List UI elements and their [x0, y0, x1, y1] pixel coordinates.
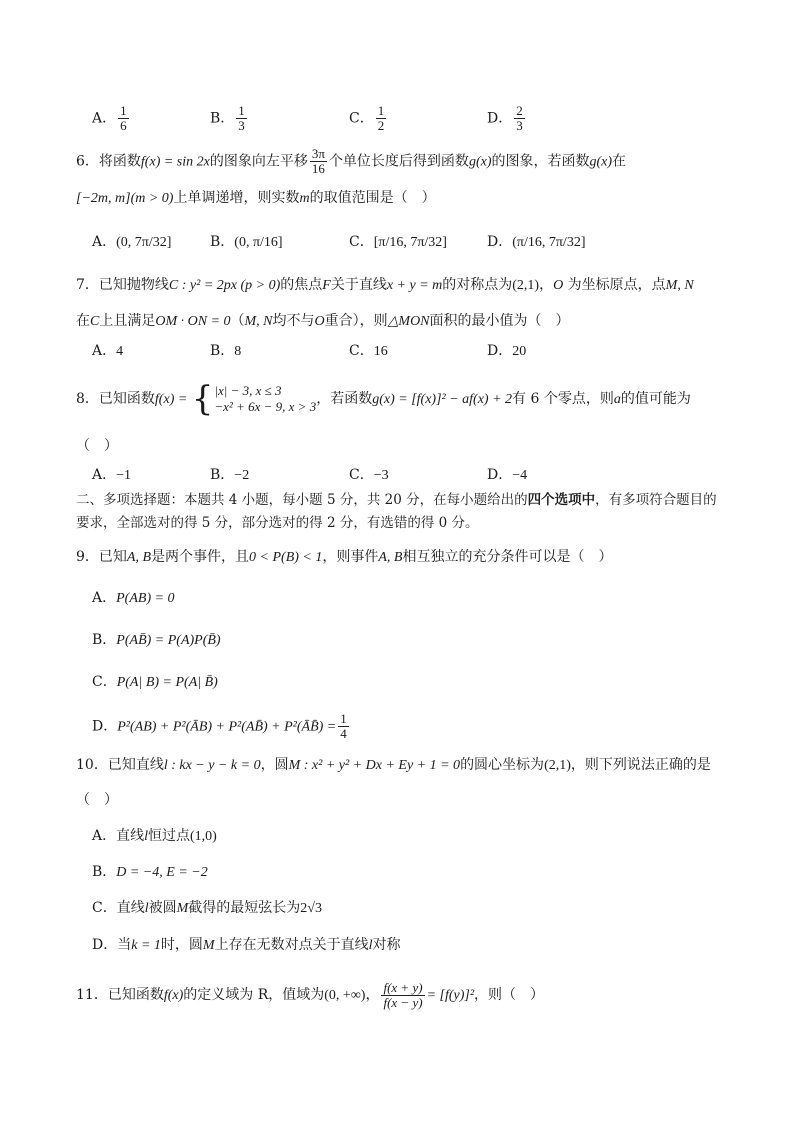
piecewise-function: { |x| − 3, x ≤ 3 −x² + 6x − 9, x > 3	[191, 379, 317, 419]
q10-option-a: A．直线l恒过点(1,0)	[92, 828, 217, 844]
q5-option-d: D． $\frac{2}{3}$	[487, 103, 523, 133]
section2-instructions-line1: 二、多项选择题：本题共 4 小题，每小题 5 分，共 20 分，在每小题给出的四个选项中，有多项符合题目的	[76, 492, 717, 508]
q10-option-d: D．当k = 1时，圆M上存在无数对点关于直线l对称	[92, 937, 401, 953]
q10-answer-paren: （ ）	[76, 792, 118, 808]
q10-stem-line1: 10．已知直线l : kx − y − k = 0，圆M : x² + y² + Dx + Ey + 1 = 0的圆心坐标为(2,1)，则下列说法正确的是	[76, 757, 711, 773]
q9-option-c: C．P(A| B) = P(A| B̄)	[92, 674, 218, 690]
q6-option-b: B．(0, π/16]	[210, 234, 283, 250]
q5-option-b: B． $\frac{1}{3}$	[210, 103, 245, 133]
q11-stem: 11．已知函数f(x)的定义域为 R，值域为(0, +∞)， $\frac{f(x + y)}{f(x - y)}$ = [f(y)]²，则（ ）	[76, 979, 545, 1010]
q5-option-a: A． $\frac{1}{6}$	[92, 103, 127, 133]
q9-stem: 9．已知A, B是两个事件，且0 < P(B) < 1，则事件A, B相互独立的充分条件可以是（ ）	[76, 549, 613, 565]
q8-option-c: C．−3	[349, 467, 389, 483]
q9-option-a: A．P(AB) = 0	[92, 590, 175, 606]
q8-stem-line1: 8．已知函数f(x) = { |x| − 3, x ≤ 3 −x² + 6x − 9, x > 3 ，若函数g(x) = [f(x)]² − af(x) + 2有 6 个零点，则a的值可能为	[76, 379, 691, 419]
q6-option-a: A．(0, 7π/32]	[92, 234, 172, 250]
q8-option-d: D．−4	[487, 467, 528, 483]
q7-option-a: A．4	[92, 343, 124, 359]
q10-option-c: C．直线l被圆M截得的最短弦长为2√3	[92, 900, 322, 916]
q7-stem-line1: 7．已知抛物线C : y² = 2px (p > 0)的焦点F关于直线x + y = m的对称点为(2,1)，O 为坐标原点，点M, N	[76, 277, 694, 293]
q6-stem-line2: [−2m, m](m > 0)上单调递增，则实数m的取值范围是（ ）	[76, 190, 436, 206]
q6-option-d: D．(π/16, 7π/32]	[487, 234, 586, 250]
q6-stem-line1: 6．将函数f(x) = sin 2x的图象向左平移 $\frac{3\pi}{16}$ 个单位长度后得到函数g(x)的图象，若函数g(x)在	[76, 146, 627, 176]
q8-option-a: A．−1	[92, 467, 132, 483]
q9-option-b: B．P(AB̄) = P(A)P(B̄)	[92, 632, 221, 648]
q7-stem-line2: 在C上且满足OM · ON = 0（M, N均不与O重合），则△MON面积的最小值为（ ）	[76, 313, 570, 329]
q5-option-c: C． $\frac{1}{2}$	[349, 103, 385, 133]
section2-instructions-line2: 要求，全部选对的得 5 分，部分选对的得 2 分，有选错的得 0 分。	[76, 515, 479, 531]
q7-option-d: D．20	[487, 343, 527, 359]
q8-option-b: B．−2	[210, 467, 250, 483]
q7-option-b: B．8	[210, 343, 242, 359]
q8-answer-paren: （ ）	[76, 438, 118, 454]
q10-option-b: B．D = −4, E = −2	[92, 864, 208, 880]
q9-option-d: D．P²(AB) + P²(ĀB) + P²(AB̄) + P²(ĀB̄) = $\frac{1}{4}$	[92, 711, 347, 741]
q6-option-c: C．[π/16, 7π/32]	[349, 234, 447, 250]
q7-option-c: C．16	[349, 343, 388, 359]
